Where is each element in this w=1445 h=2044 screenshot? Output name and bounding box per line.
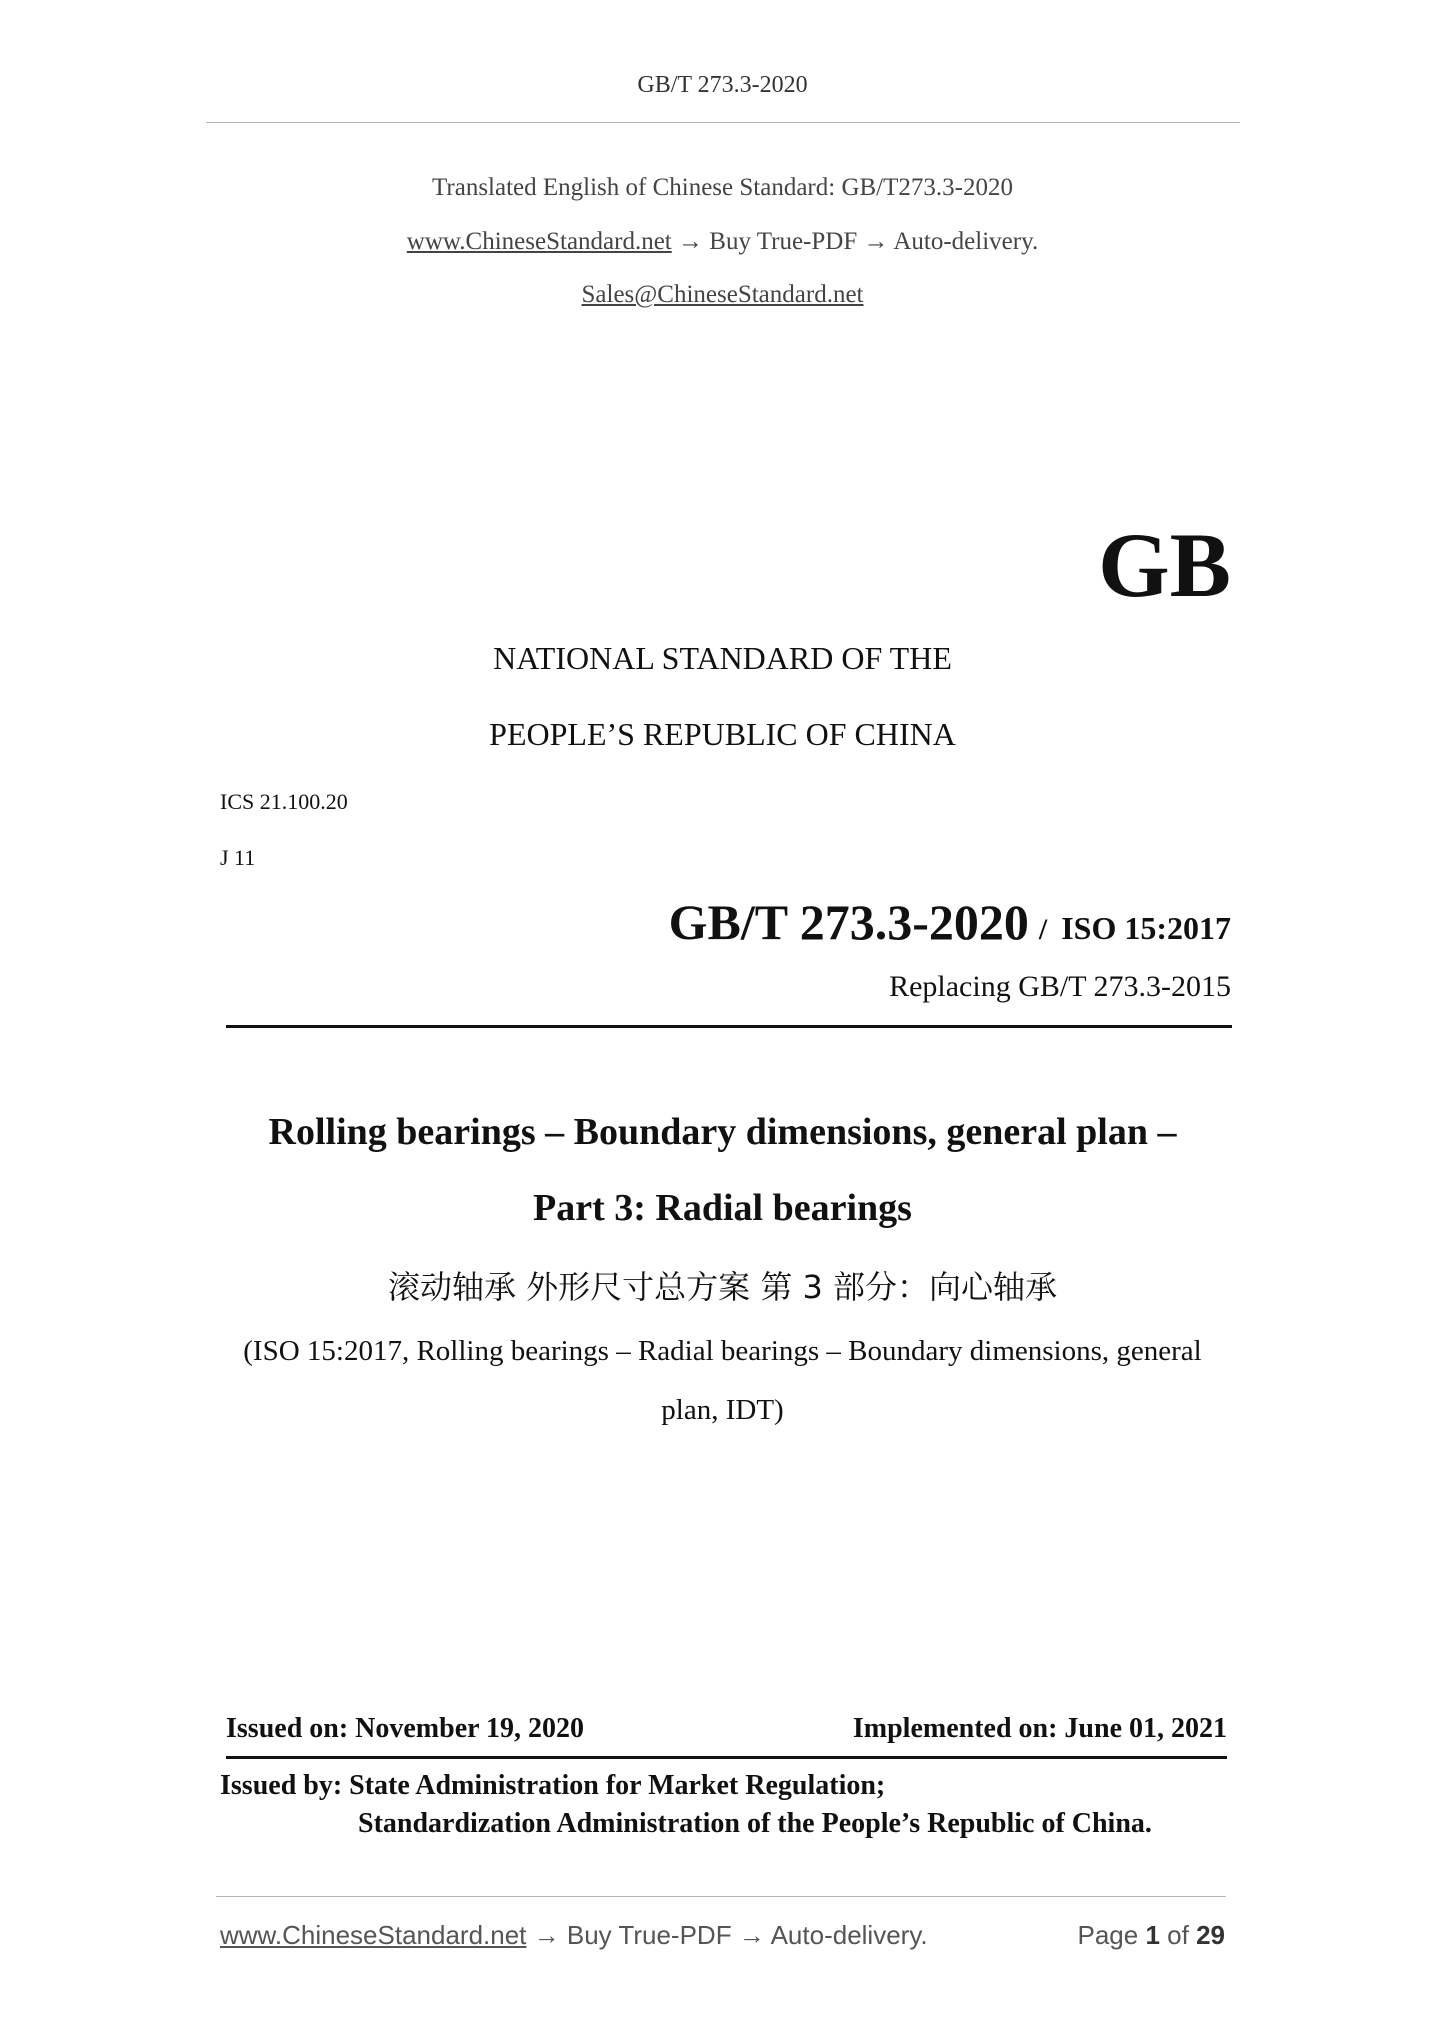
translation-notice: Translated English of Chinese Standard: GB/T273.3-2020: [432, 174, 1013, 201]
iso-number: ISO 15:2017: [1061, 910, 1231, 946]
buy-text: → Buy True-PDF → Auto-delivery.: [678, 228, 1039, 255]
standard-number: GB/T 273.3-2020: [668, 894, 1029, 950]
national-standard-line1: NATIONAL STANDARD OF THE: [493, 640, 952, 676]
page-label: Page: [1077, 1920, 1139, 1950]
page-total: 29: [1196, 1920, 1225, 1950]
ics-code: ICS 21.100.20: [220, 789, 348, 814]
standard-separator: /: [1038, 913, 1048, 946]
iso-reference-line1: (ISO 15:2017, Rolling bearings – Radial bearings – Boundary dimensions, general: [243, 1335, 1202, 1367]
issued-by-line2: Standardization Administration of the People’s Republic of China.: [358, 1808, 1152, 1839]
footer-purchase: [220, 1920, 928, 1951]
implemented-date: Implemented on: June 01, 2021: [852, 1713, 1227, 1744]
header-divider: [206, 122, 1240, 123]
issued-date: Issued on: November 19, 2020: [226, 1713, 585, 1744]
page-indicator: [1077, 1920, 1225, 1951]
purchase-line: [0, 228, 1445, 256]
running-header: GB/T 273.3-2020: [637, 72, 808, 98]
email-line: [0, 281, 1445, 309]
email-link[interactable]: Sales@ChineseStandard.net: [581, 281, 864, 308]
page-current: 1: [1145, 1920, 1160, 1950]
national-standard-line2: PEOPLE’S REPUBLIC OF CHINA: [489, 716, 956, 752]
site-link[interactable]: www.ChineseStandard.net: [406, 228, 672, 255]
standard-number-line: [669, 893, 1231, 951]
footer-divider: [216, 1896, 1226, 1897]
title-line2: Part 3: Radial bearings: [533, 1187, 912, 1229]
footer-site-link[interactable]: www.ChineseStandard.net: [220, 1920, 527, 1950]
replacing-standard: Replacing GB/T 273.3-2015: [889, 970, 1231, 1003]
footer-buy-text: → Buy True-PDF → Auto-delivery.: [533, 1920, 928, 1950]
issued-by-line1: Issued by: State Administration for Market Regulation;: [220, 1770, 886, 1801]
title-divider: [226, 1025, 1232, 1028]
chinese-title: 滚动轴承 外形尺寸总方案 第 3 部分：向心轴承: [387, 1268, 1058, 1306]
iso-reference-line2: plan, IDT): [661, 1394, 784, 1426]
dates-divider: [226, 1756, 1227, 1759]
title-line1: Rolling bearings – Boundary dimensions, general plan –: [268, 1111, 1177, 1153]
gb-logo: GB: [1098, 514, 1231, 616]
ccs-code: J 11: [220, 845, 256, 870]
page-of: of: [1167, 1920, 1189, 1950]
